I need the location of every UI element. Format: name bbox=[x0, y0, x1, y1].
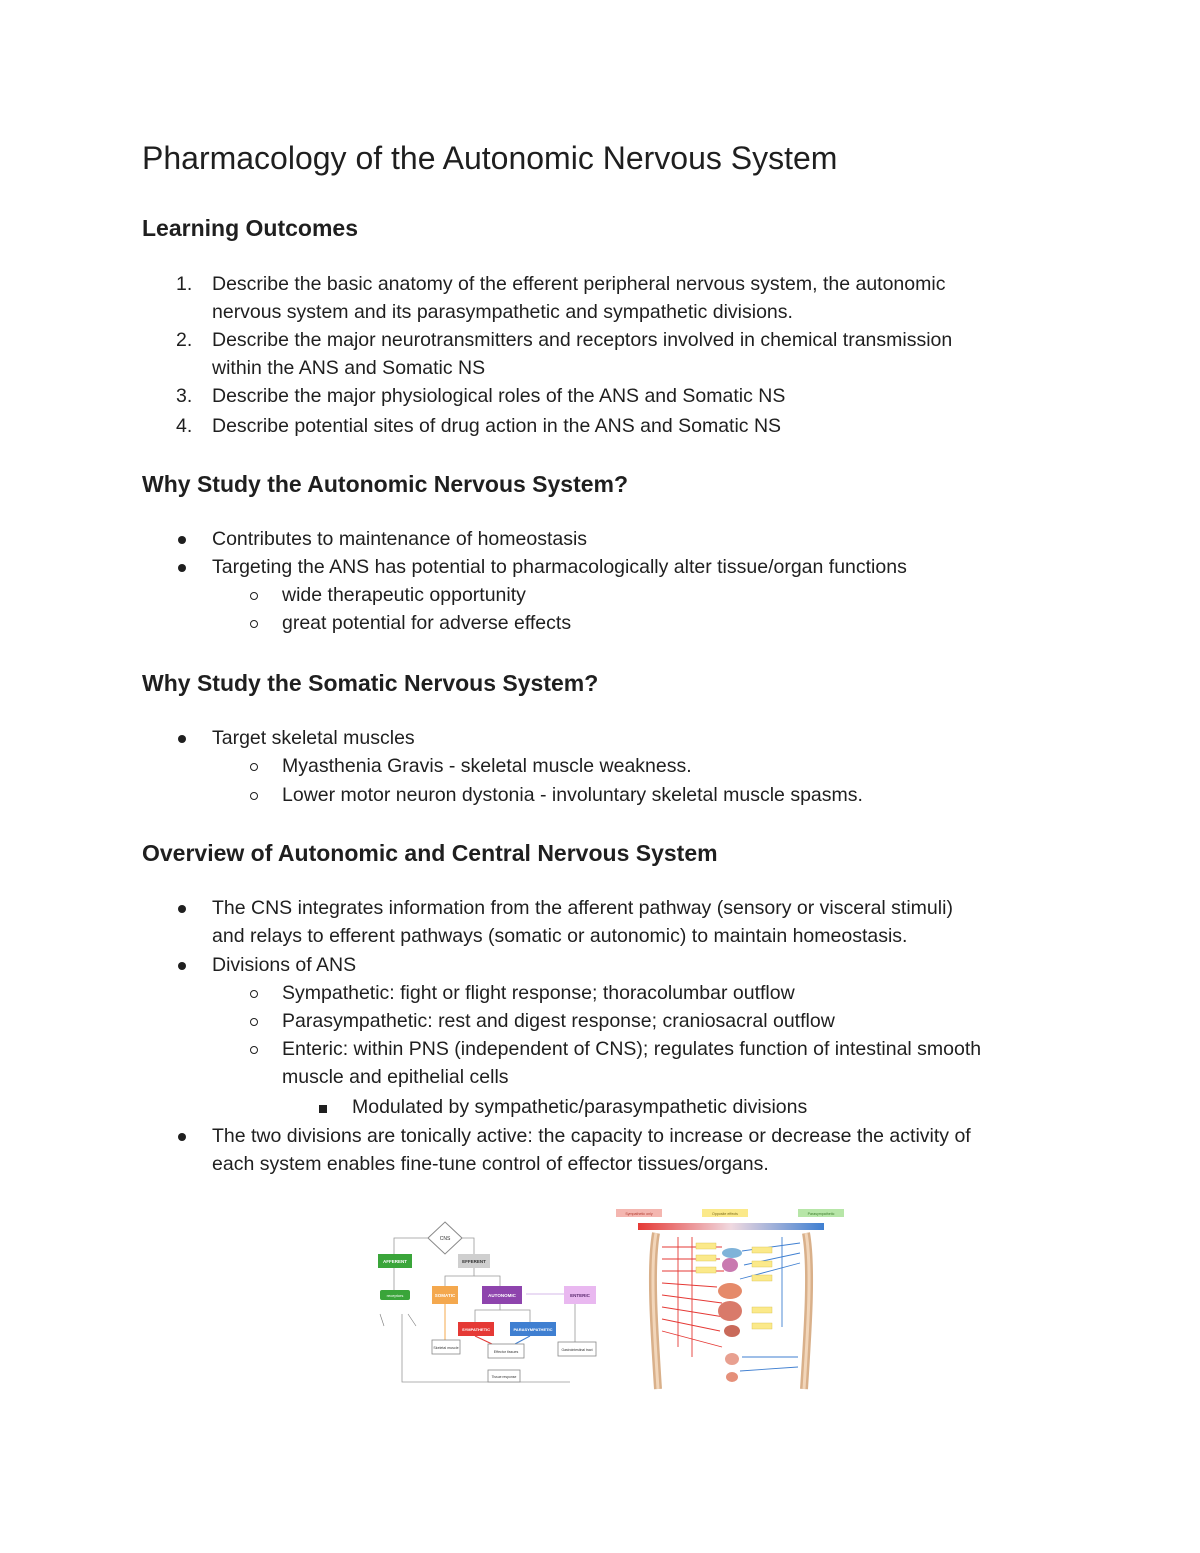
list-item: Describe the major neurotransmitters and receptors involved in chemical transmission bbox=[212, 329, 953, 351]
bullet-disc bbox=[178, 962, 186, 970]
bladder-organ bbox=[725, 1353, 739, 1365]
sub-bullet-item: Lower motor neuron dystonia - involuntary skeletal muscle spasms. bbox=[282, 784, 863, 806]
sub-bullet-item: Myasthenia Gravis - skeletal muscle weakness. bbox=[282, 755, 692, 777]
parasympathetic-label: PARASYMPATHETIC bbox=[513, 1327, 553, 1332]
efferent-label: EFFERENT bbox=[462, 1259, 486, 1264]
receptors-label: receptors bbox=[386, 1293, 404, 1298]
list-item-continuation: nervous system and its parasympathetic and sympathetic divisions. bbox=[212, 301, 793, 323]
cns-label: CNS bbox=[439, 1236, 451, 1242]
bullet-item: The two divisions are tonically active: the capacity to increase or decrease the activity of bbox=[212, 1125, 971, 1147]
bullet-item: Divisions of ANS bbox=[212, 954, 357, 976]
sub-bullet-item: Enteric: within PNS (independent of CNS); regulates function of intestinal smooth bbox=[282, 1038, 982, 1060]
list-number: 1. bbox=[176, 273, 193, 295]
ans-anatomy-svg bbox=[612, 1207, 850, 1395]
bullet-disc bbox=[178, 1133, 186, 1141]
sub-bullet-item: great potential for adverse effects bbox=[282, 612, 572, 634]
ans-anatomy-figure bbox=[612, 1207, 850, 1395]
sub-bullet-item: Sympathetic: fight or flight response; thoracolumbar outflow bbox=[282, 982, 795, 1004]
kidney-organ bbox=[724, 1325, 740, 1337]
bullet-item-continuation: and relays to efferent pathways (somatic or autonomic) to maintain homeostasis. bbox=[212, 925, 908, 947]
legend-parasympathetic: Parasympathetic bbox=[807, 1212, 835, 1216]
afferent-label: AFFERENT bbox=[383, 1259, 407, 1264]
division-header-bar bbox=[638, 1223, 824, 1230]
sub-sub-bullet-item: Modulated by sympathetic/parasympathetic divisions bbox=[352, 1096, 808, 1118]
page-title: Pharmacology of the Autonomic Nervous System bbox=[142, 140, 838, 176]
list-number: 4. bbox=[176, 415, 193, 437]
legend-sympathetic-only: Sympathetic only bbox=[625, 1212, 653, 1216]
list-item: Describe the major physiological roles of the ANS and Somatic NS bbox=[212, 385, 786, 407]
bullet-circle bbox=[250, 990, 258, 998]
autonomic-label: AUTONOMIC bbox=[488, 1293, 516, 1298]
tissue-response-label: Tissue response bbox=[491, 1375, 517, 1379]
bullet-item: Contributes to maintenance of homeostasis bbox=[212, 528, 588, 550]
list-item-continuation: within the ANS and Somatic NS bbox=[212, 357, 486, 379]
enteric-label: ENTERIC bbox=[570, 1293, 590, 1298]
sub-bullet-item-continuation: muscle and epithelial cells bbox=[282, 1066, 509, 1088]
gi-tract-label: Gastrointestinal tract bbox=[561, 1348, 593, 1352]
bullet-circle bbox=[250, 763, 258, 771]
heading-learning-outcomes: Learning Outcomes bbox=[142, 215, 358, 241]
list-item: Describe potential sites of drug action in the ANS and Somatic NS bbox=[212, 415, 782, 437]
heading-overview: Overview of Autonomic and Central Nervous System bbox=[142, 840, 718, 866]
heading-why-ans: Why Study the Autonomic Nervous System? bbox=[142, 471, 629, 497]
bullet-item: Target skeletal muscles bbox=[212, 727, 415, 749]
list-item: Describe the basic anatomy of the efferent peripheral nervous system, the autonomic bbox=[212, 273, 946, 295]
lung-organ bbox=[722, 1248, 742, 1258]
intestine-organ bbox=[718, 1301, 742, 1321]
reproductive-organ bbox=[726, 1372, 738, 1382]
legend-opposite-effects: Opposite effects bbox=[712, 1212, 738, 1216]
bullet-circle bbox=[250, 1018, 258, 1026]
stomach-organ bbox=[718, 1283, 742, 1299]
somatic-label: SOMATIC bbox=[434, 1293, 456, 1298]
bullet-circle bbox=[250, 1046, 258, 1054]
bullet-square bbox=[319, 1105, 327, 1113]
heart-organ bbox=[722, 1258, 738, 1272]
bullet-disc bbox=[178, 905, 186, 913]
list-number: 3. bbox=[176, 385, 193, 407]
bullet-circle bbox=[250, 592, 258, 600]
bullet-circle bbox=[250, 792, 258, 800]
sub-bullet-item: Parasympathetic: rest and digest response; craniosacral outflow bbox=[282, 1010, 835, 1032]
bullet-item-continuation: each system enables fine-tune control of effector tissues/organs. bbox=[212, 1153, 769, 1175]
skeletal-muscle-label: Skeletal muscle bbox=[433, 1346, 459, 1350]
nervous-system-diagram-svg bbox=[370, 1218, 602, 1386]
bullet-item: The CNS integrates information from the afferent pathway (sensory or visceral stimuli) bbox=[212, 897, 953, 919]
bullet-disc bbox=[178, 536, 186, 544]
heading-why-somatic: Why Study the Somatic Nervous System? bbox=[142, 670, 599, 696]
sympathetic-label: SYMPATHETIC bbox=[461, 1327, 491, 1332]
bullet-item: Targeting the ANS has potential to pharmacologically alter tissue/organ functions bbox=[212, 556, 907, 578]
bullet-circle bbox=[250, 620, 258, 628]
nervous-system-diagram bbox=[370, 1218, 602, 1386]
list-number: 2. bbox=[176, 329, 193, 351]
sub-bullet-item: wide therapeutic opportunity bbox=[282, 584, 526, 606]
bullet-disc bbox=[178, 735, 186, 743]
effector-label: Effector tissues bbox=[493, 1350, 519, 1354]
bullet-disc bbox=[178, 564, 186, 572]
